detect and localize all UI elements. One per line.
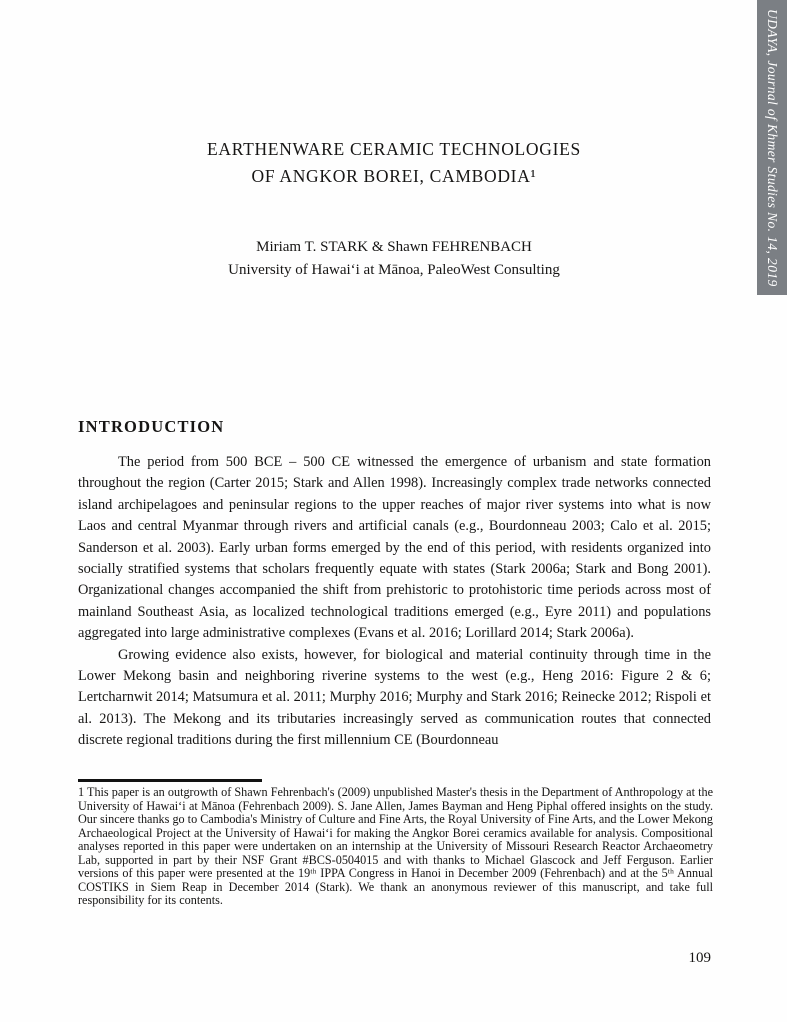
section-heading-introduction: INTRODUCTION bbox=[78, 417, 225, 436]
article-title bbox=[78, 136, 710, 190]
page-number: 109 bbox=[688, 950, 711, 966]
footnote-separator bbox=[78, 779, 262, 782]
article-title-line2: OF ANGKOR BOREI, CAMBODIA¹ bbox=[251, 166, 537, 186]
authors-block bbox=[78, 236, 710, 282]
author-affiliation: University of Hawaiʻi at Mānoa, PaleoWest Consulting bbox=[228, 262, 560, 278]
journal-spine-text: UDAYA, Journal of Khmer Studies No. 14, 2019 bbox=[765, 9, 780, 287]
article-body bbox=[78, 452, 711, 752]
footnote-text: 1 This paper is an outgrowth of Shawn Fehrenbach's (2009) unpublished Master's thesis in the Department of Anthropology at the University of Hawaiʻi at Mānoa (Fehrenbach 2009). S. Jane Allen, James Bayman and Heng Piphal offered insights on the study. Our sincere thanks go to Cambodia's Ministry of Culture and Fine Arts, the Royal University of Fine Arts, and the Lower Mekong Archaeological Project at the University of Hawaiʻi for making the Angkor Borei ceramics available for analysis. Compositional analyses reported in this paper were undertaken on an internship at the University of Missouri Research Reactor Archaeometry Lab, supported in part by their NSF Grant #BCS-0504015 and with thanks to Michael Glascock and Jeff Ferguson. Earlier versions of this paper were presented at the 19ᵗʰ IPPA Congress in Hanoi in December 2009 (Fehrenbach) and at the 5ᵗʰ Annual COSTIKS in Siem Reap in December 2014 (Stark). We thank an anonymous reviewer of this manuscript, and take full responsibility for its contents. bbox=[78, 785, 713, 907]
author-names: Miriam T. STARK & Shawn FEHRENBACH bbox=[256, 239, 532, 255]
body-paragraph-1: The period from 500 BCE – 500 CE witnessed the emergence of urbanism and state formation throughout the region (Carter 2015; Stark and Allen 1998). Increasingly complex trade networks connected island archipelagoes and peninsular regions to the upper reaches of major river systems into what is now Laos and central Myanmar through rivers and artificial canals (e.g., Bourdonneau 2003; Calo et al. 2015; Sanderson et al. 2003). Early urban forms emerged by the end of this period, with residents organized into socially stratified systems that scholars frequently equate with states (Stark 2006a; Stark and Bong 2001). Organizational changes accompanied the shift from prehistoric to protohistoric time periods across most of mainland Southeast Asia, as localized technological traditions emerged (e.g., Eyre 2011) and populations aggregated into large administrative complexes (Evans et al. 2016; Lorillard 2014; Stark 2006a). bbox=[78, 454, 711, 642]
article-title-line1: EARTHENWARE CERAMIC TECHNOLOGIES bbox=[207, 139, 581, 159]
journal-spine bbox=[757, 0, 787, 295]
article-header bbox=[78, 136, 710, 190]
body-paragraph-2: Growing evidence also exists, however, for biological and material continuity through time in the Lower Mekong basin and neighboring riverine systems to the west (e.g., Heng 2016: Figure 2 & 6; Lertcharnwit 2014; Matsumura et al. 2011; Murphy 2016; Murphy and Stark 2016; Reinecke 2012; Rispoli et al. 2013). The Mekong and its tributaries increasingly served as communication routes that connected discrete regional traditions during the first millennium CE (Bourdonneau bbox=[78, 646, 711, 749]
